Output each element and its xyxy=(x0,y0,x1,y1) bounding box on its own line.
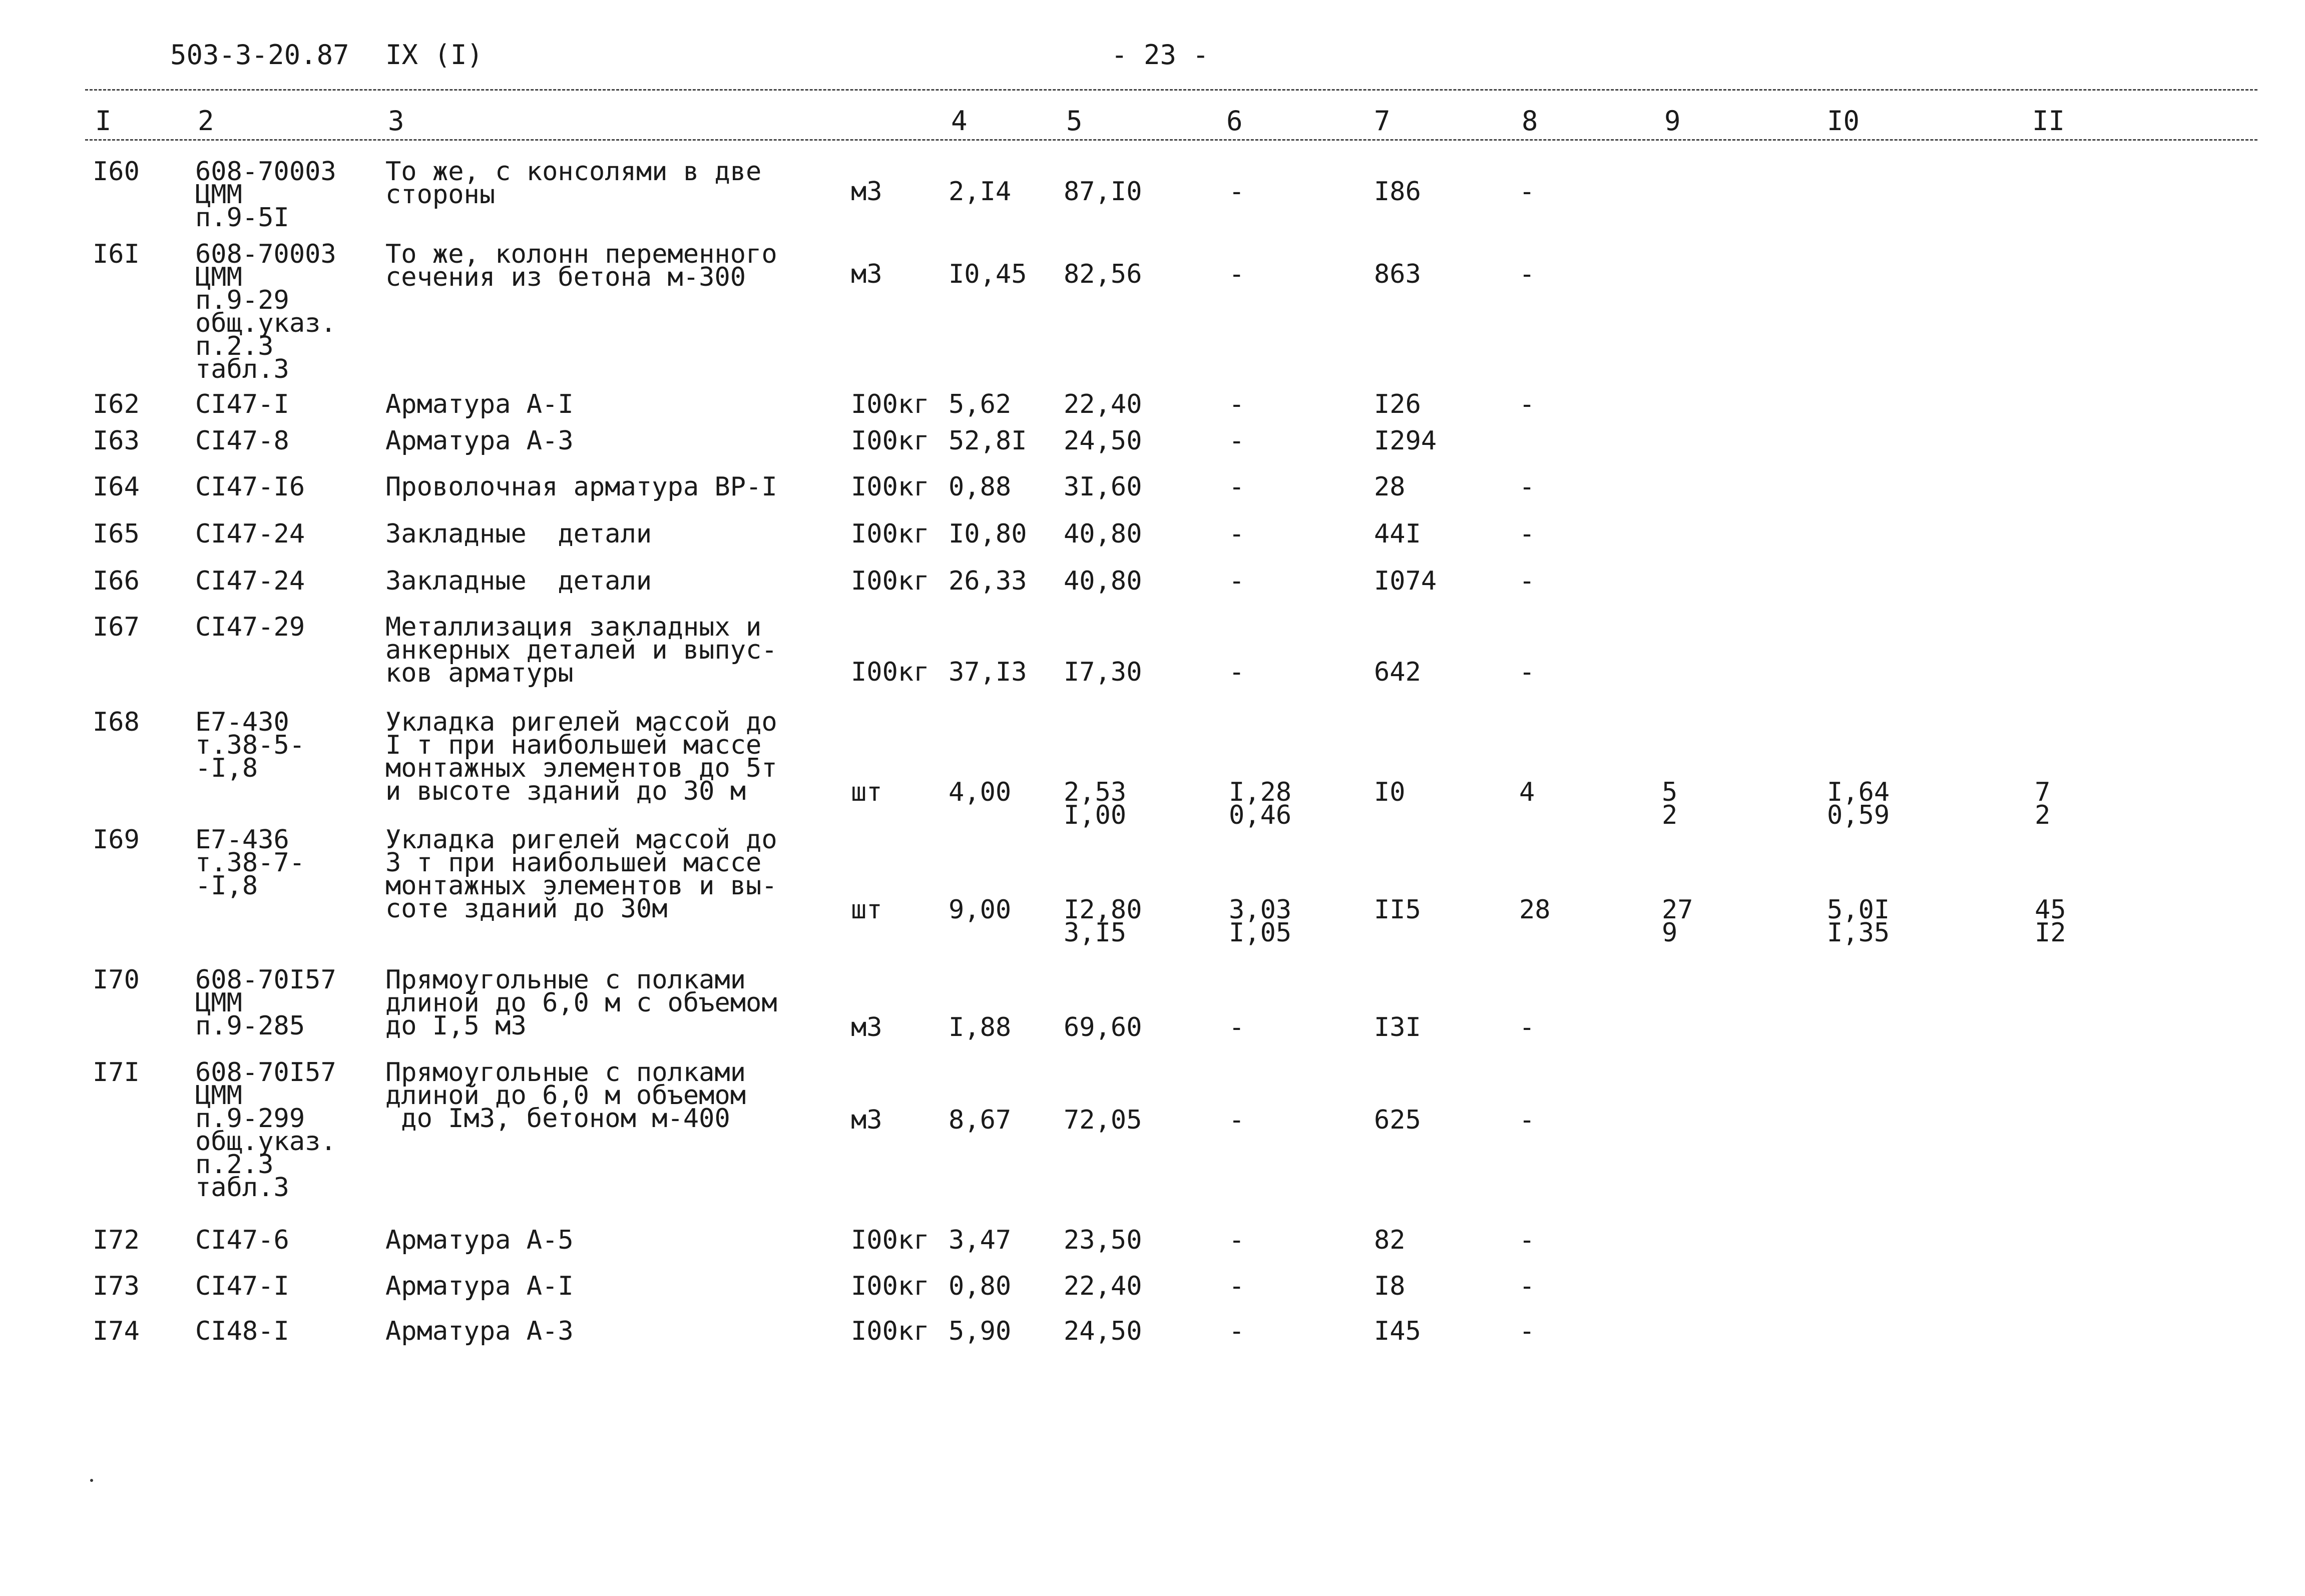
cell-c7: I294 xyxy=(1374,426,1437,456)
cell-price: 40,80 xyxy=(1064,519,1142,549)
cell-unit: I00кг xyxy=(851,1225,930,1255)
cell-c6: - xyxy=(1229,657,1245,687)
column-header-col-10: I0 xyxy=(1827,105,1860,137)
cell-code: CI47-24 xyxy=(195,519,305,549)
cell-c6: - xyxy=(1229,566,1245,596)
cell-unit: м3 xyxy=(851,259,882,289)
cell-price: I2,80 3,I5 xyxy=(1064,895,1142,948)
column-header-col-8: 8 xyxy=(1522,105,1538,137)
column-header-col-1: I xyxy=(95,105,112,137)
cell-desc: Арматура А-I xyxy=(385,389,574,419)
cell-c6: 3,03 I,05 xyxy=(1229,895,1292,948)
column-header-rule xyxy=(85,139,2257,141)
cell-no: I73 xyxy=(93,1271,140,1301)
cell-qty: 3,47 xyxy=(949,1225,1012,1255)
cell-qty: 8,67 xyxy=(949,1105,1012,1135)
cell-unit: I00кг xyxy=(851,389,930,419)
cell-qty: I,88 xyxy=(949,1012,1012,1042)
cell-c8: - xyxy=(1519,1105,1535,1135)
cell-c6: - xyxy=(1229,177,1245,207)
cell-unit: I00кг xyxy=(851,657,930,687)
cell-no: I62 xyxy=(93,389,140,419)
cell-price: 69,60 xyxy=(1064,1012,1142,1042)
cell-price: I7,30 xyxy=(1064,657,1142,687)
cell-desc: Прямоугольные с полками длиной до 6,0 м объемом до Iм3, бетоном м-400 xyxy=(385,1057,746,1134)
cell-c8: - xyxy=(1519,177,1535,207)
cell-code: 608-70003 ЦММ п.9-29 общ.указ. п.2.3 табл.3 xyxy=(195,239,336,384)
cell-c7: I3I xyxy=(1374,1012,1421,1042)
cell-no: I64 xyxy=(93,472,140,502)
cell-price: 24,50 xyxy=(1064,1316,1142,1346)
cell-c8: - xyxy=(1519,389,1535,419)
cell-c6: - xyxy=(1229,1271,1245,1301)
cell-no: I70 xyxy=(93,965,140,995)
cell-c6: - xyxy=(1229,519,1245,549)
cell-qty: 37,I3 xyxy=(949,657,1027,687)
cell-desc: Арматура А-I xyxy=(385,1271,574,1301)
cell-c6: - xyxy=(1229,1225,1245,1255)
column-header-col-11: II xyxy=(2032,105,2065,137)
cell-desc: То же, с консолями в две стороны xyxy=(385,157,762,210)
cell-c8: - xyxy=(1519,566,1535,596)
cell-c6: - xyxy=(1229,1316,1245,1346)
cell-code: CI47-24 xyxy=(195,566,305,596)
cell-c8: 28 xyxy=(1519,895,1551,925)
column-header-col-9: 9 xyxy=(1664,105,1681,137)
cell-desc: Закладные детали xyxy=(385,566,652,596)
cell-code: 608-70I57 ЦММ п.9-299 общ.указ. п.2.3 табл.3 xyxy=(195,1057,336,1203)
cell-c9: 5 2 xyxy=(1662,777,1678,830)
cell-desc: То же, колонн переменного сечения из бетона м-300 xyxy=(385,239,777,292)
cell-qty: 26,33 xyxy=(949,566,1027,596)
cell-price: 23,50 xyxy=(1064,1225,1142,1255)
cell-no: I66 xyxy=(93,566,140,596)
cell-unit: I00кг xyxy=(851,566,930,596)
cell-c6: I,28 0,46 xyxy=(1229,777,1292,830)
cell-c7: I86 xyxy=(1374,177,1421,207)
cell-c7: I8 xyxy=(1374,1271,1406,1301)
column-header-col-4: 4 xyxy=(951,105,968,137)
cell-desc: Металлизация закладных и анкерных деталей и выпус- ков арматуры xyxy=(385,612,777,688)
cell-unit: м3 xyxy=(851,177,882,207)
cell-unit: шт xyxy=(851,777,882,807)
cell-no: I60 xyxy=(93,157,140,187)
cell-c6: - xyxy=(1229,426,1245,456)
cell-desc: Укладка ригелей массой до I т при наибольшей массе монтажных элементов до 5т и высоте зданий до 30 м xyxy=(385,707,777,806)
cell-c8: - xyxy=(1519,259,1535,289)
cell-price: 82,56 xyxy=(1064,259,1142,289)
cell-c8: - xyxy=(1519,1225,1535,1255)
cell-c8: - xyxy=(1519,1271,1535,1301)
cell-unit: м3 xyxy=(851,1105,882,1135)
cell-c6: - xyxy=(1229,389,1245,419)
cell-desc: Закладные детали xyxy=(385,519,652,549)
page-mark xyxy=(90,1479,93,1482)
cell-qty: 2,I4 xyxy=(949,177,1012,207)
cell-c7: 82 xyxy=(1374,1225,1406,1255)
cell-no: I63 xyxy=(93,426,140,456)
cell-c6: - xyxy=(1229,1012,1245,1042)
cell-unit: м3 xyxy=(851,1012,882,1042)
cell-price: 24,50 xyxy=(1064,426,1142,456)
cell-c7: 863 xyxy=(1374,259,1421,289)
cell-code: 608-70003 ЦММ п.9-5I xyxy=(195,157,336,233)
cell-no: I74 xyxy=(93,1316,140,1346)
cell-c6: - xyxy=(1229,259,1245,289)
cell-price: 22,40 xyxy=(1064,1271,1142,1301)
page-number: - 23 - xyxy=(1111,39,1209,71)
cell-unit: I00кг xyxy=(851,519,930,549)
cell-qty: 4,00 xyxy=(949,777,1012,807)
cell-qty: 5,62 xyxy=(949,389,1012,419)
cell-code: CI47-I xyxy=(195,389,289,419)
cell-unit: шт xyxy=(851,895,882,925)
cell-c7: I074 xyxy=(1374,566,1437,596)
cell-no: I6I xyxy=(93,239,140,269)
cell-c6: - xyxy=(1229,1105,1245,1135)
cell-qty: I0,80 xyxy=(949,519,1027,549)
cell-c8: - xyxy=(1519,472,1535,502)
cell-desc: Укладка ригелей массой до 3 т при наибольшей массе монтажных элементов и вы- соте зданий до 30м xyxy=(385,825,777,924)
cell-code: Е7-436 т.38-7- -I,8 xyxy=(195,825,305,901)
cell-desc: Арматура А-3 xyxy=(385,426,574,456)
cell-code: CI47-8 xyxy=(195,426,289,456)
cell-no: I72 xyxy=(93,1225,140,1255)
cell-price: 2,53 I,00 xyxy=(1064,777,1127,830)
cell-desc: Проволочная арматура ВР-I xyxy=(385,472,777,502)
cell-unit: I00кг xyxy=(851,426,930,456)
cell-desc: Арматура А-3 xyxy=(385,1316,574,1346)
column-header-col-6: 6 xyxy=(1226,105,1243,137)
cell-qty: 0,80 xyxy=(949,1271,1012,1301)
column-header-col-3: 3 xyxy=(388,105,404,137)
cell-c7: I0 xyxy=(1374,777,1406,807)
cell-no: I67 xyxy=(93,612,140,642)
cell-qty: 52,8I xyxy=(949,426,1027,456)
cell-c11: 7 2 xyxy=(2035,777,2051,830)
cell-c9: 27 9 xyxy=(1662,895,1693,948)
doc-code: 503-3-20.87 xyxy=(170,39,349,71)
cell-qty: 9,00 xyxy=(949,895,1012,925)
cell-c8: - xyxy=(1519,657,1535,687)
cell-c6: - xyxy=(1229,472,1245,502)
cell-code: CI47-I xyxy=(195,1271,289,1301)
cell-unit: I00кг xyxy=(851,472,930,502)
cell-code: Е7-430 т.38-5- -I,8 xyxy=(195,707,305,783)
cell-price: 72,05 xyxy=(1064,1105,1142,1135)
cell-c7: 625 xyxy=(1374,1105,1421,1135)
cell-c8: - xyxy=(1519,519,1535,549)
cell-no: I69 xyxy=(93,825,140,855)
cell-code: CI47-6 xyxy=(195,1225,289,1255)
column-header-col-2: 2 xyxy=(198,105,214,137)
cell-c7: 28 xyxy=(1374,472,1406,502)
cell-c7: 642 xyxy=(1374,657,1421,687)
cell-c8: 4 xyxy=(1519,777,1535,807)
cell-c7: 44I xyxy=(1374,519,1421,549)
cell-code: 608-70I57 ЦММ п.9-285 xyxy=(195,965,336,1041)
column-header-col-7: 7 xyxy=(1374,105,1391,137)
cell-c8: - xyxy=(1519,1316,1535,1346)
cell-price: 3I,60 xyxy=(1064,472,1142,502)
cell-code: CI47-I6 xyxy=(195,472,305,502)
cell-desc: Арматура А-5 xyxy=(385,1225,574,1255)
cell-price: 87,I0 xyxy=(1064,177,1142,207)
cell-c8: - xyxy=(1519,1012,1535,1042)
cell-c7: II5 xyxy=(1374,895,1421,925)
cell-unit: I00кг xyxy=(851,1271,930,1301)
cell-c10: I,64 0,59 xyxy=(1827,777,1890,830)
column-header-col-5: 5 xyxy=(1066,105,1083,137)
cell-c11: 45 I2 xyxy=(2035,895,2066,948)
cell-unit: I00кг xyxy=(851,1316,930,1346)
cell-no: I68 xyxy=(93,707,140,737)
cell-no: I7I xyxy=(93,1057,140,1088)
cell-c7: I26 xyxy=(1374,389,1421,419)
cell-code: CI48-I xyxy=(195,1316,289,1346)
cell-qty: 5,90 xyxy=(949,1316,1012,1346)
cell-desc: Прямоугольные с полками длиной до 6,0 м с объемом до I,5 м3 xyxy=(385,965,777,1041)
section-label: IX (I) xyxy=(385,39,484,71)
top-rule xyxy=(85,89,2257,91)
cell-price: 40,80 xyxy=(1064,566,1142,596)
cell-qty: I0,45 xyxy=(949,259,1027,289)
cell-no: I65 xyxy=(93,519,140,549)
cell-code: CI47-29 xyxy=(195,612,305,642)
cell-price: 22,40 xyxy=(1064,389,1142,419)
cell-qty: 0,88 xyxy=(949,472,1012,502)
cell-c10: 5,0I I,35 xyxy=(1827,895,1890,948)
cell-c7: I45 xyxy=(1374,1316,1421,1346)
